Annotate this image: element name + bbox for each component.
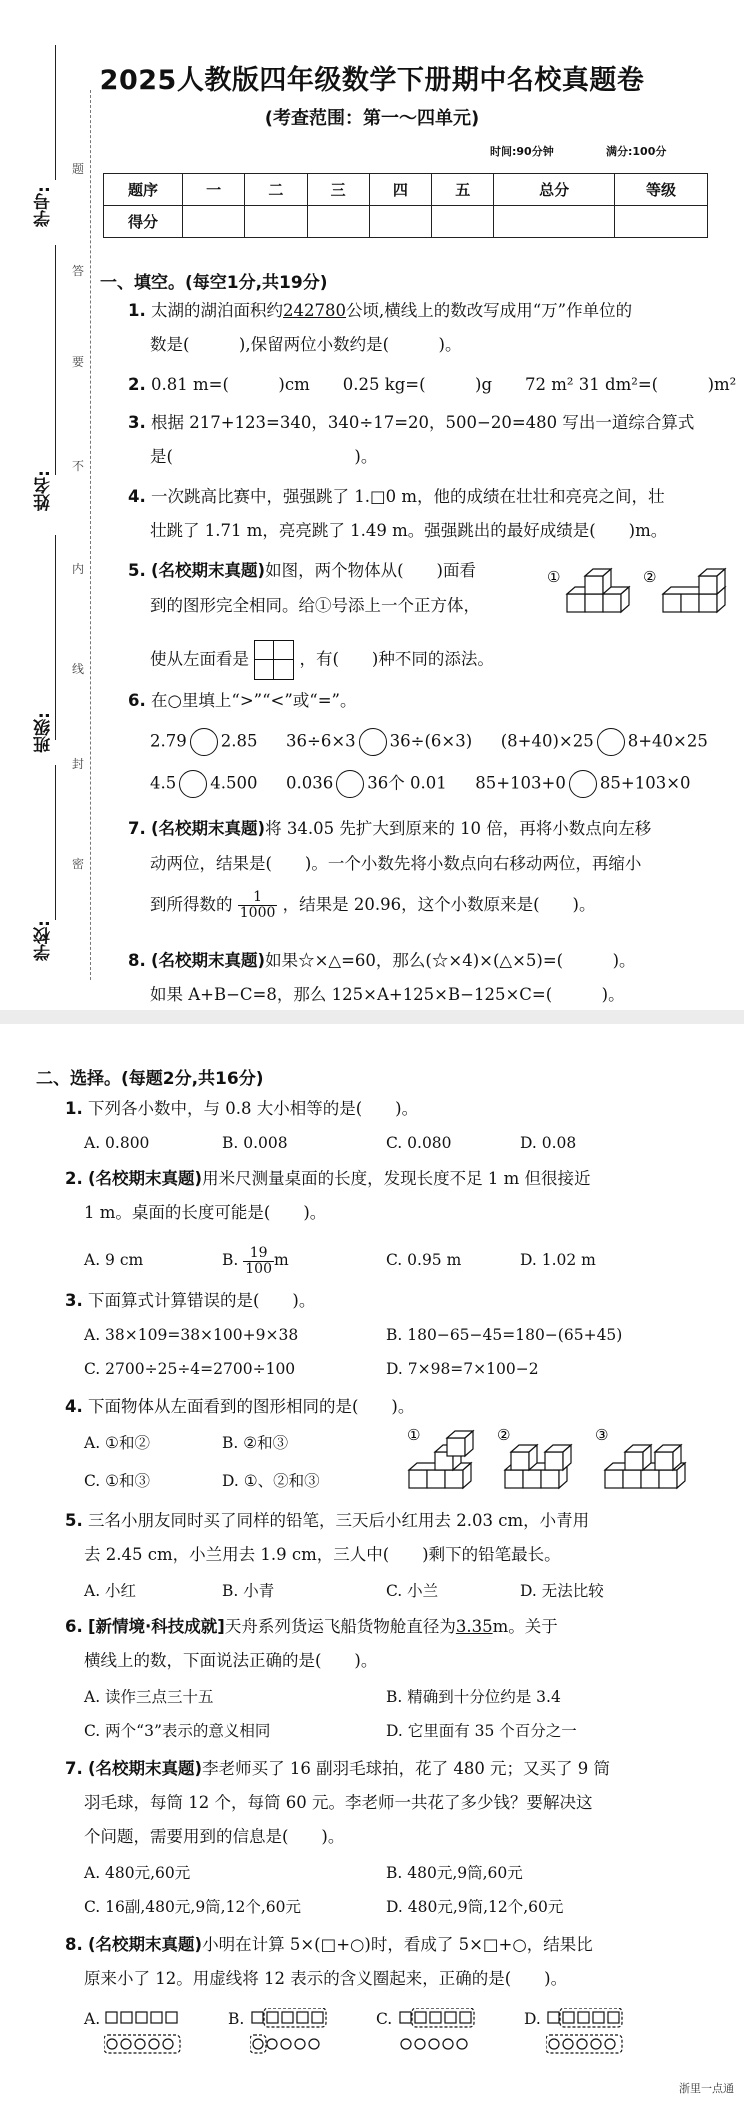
seal-char: 内: [72, 562, 85, 576]
s2-q5-line1: [65, 1510, 589, 1532]
option-c[interactable]: C. 两个“3”表示的意义相同: [84, 1722, 271, 1740]
q-text: 公顷,横线上的数改写成用“万”作单位的: [346, 301, 633, 320]
s1-q6-title: [128, 690, 357, 712]
left-view-grid-figure: [254, 640, 294, 680]
q-underlined-number: 3.35: [455, 1617, 493, 1636]
exam-sheet-part2: [0, 1024, 744, 2104]
option-a[interactable]: A.: [84, 2010, 101, 2028]
s2-q7-line2: 羽毛球，每筒 12 个，每筒 60 元。李老师一共花了多少钱？要解决这: [84, 1793, 593, 1812]
seal-line: [90, 90, 91, 980]
option-a[interactable]: A. 38×109=38×100+9×38: [84, 1326, 299, 1344]
score-cell: 三: [307, 174, 369, 206]
compare-circle[interactable]: [336, 770, 364, 798]
section2-heading: 二、选择。(每题2分,共16分): [36, 1069, 264, 1089]
option-b[interactable]: B. 0.008: [222, 1134, 288, 1152]
seal-char: 封: [72, 757, 85, 771]
option-a[interactable]: A. 小红: [84, 1582, 137, 1600]
question-number: 2.: [128, 375, 146, 394]
fraction-denominator: 100: [245, 1260, 272, 1277]
binding-line: [55, 765, 56, 920]
q-text: 在○里填上“>”“<”或“=”。: [151, 691, 357, 710]
compare-circle[interactable]: [569, 770, 597, 798]
question-number: 4.: [128, 487, 146, 506]
seal-char: 不: [72, 459, 85, 473]
question-tag: (名校期末真题): [88, 1935, 203, 1954]
option-a[interactable]: A. ①和②: [84, 1434, 150, 1452]
s2-q2-line1: [65, 1168, 590, 1190]
cube-figures-q4: [405, 1422, 705, 1498]
option-b[interactable]: B.: [228, 2010, 245, 2028]
option-b-label: B.: [222, 1251, 239, 1269]
q-text: 天舟系列货运飞船货物舱直径为: [224, 1617, 456, 1636]
s2-q8-line2: 原来小了 12。用虚线将 12 表示的含义圈起来，正确的是( )。: [84, 1969, 568, 1988]
score-input-cell[interactable]: [615, 206, 708, 238]
footer-watermark: 浙里一点通: [679, 2082, 734, 2095]
score-cell: 等级: [615, 174, 708, 206]
compare-right: 4.500: [210, 773, 258, 793]
question-number: 2.: [65, 1169, 83, 1188]
s1-q4-line1: [128, 486, 664, 508]
score-input-cell[interactable]: [307, 206, 369, 238]
s2-q2-line2: 1 m。桌面的长度可能是( )。: [84, 1203, 327, 1222]
question-number: 8.: [65, 1935, 83, 1954]
score-cell: 得分: [104, 206, 183, 238]
score-input-cell[interactable]: [432, 206, 494, 238]
cube-group-2: [663, 569, 725, 612]
question-tag: (名校期末真题): [88, 1169, 203, 1188]
cube-group-3: [605, 1445, 685, 1488]
compare-circle[interactable]: [597, 728, 625, 756]
name-label: 姓名:: [34, 470, 54, 511]
option-d-diagram: [546, 2008, 646, 2064]
q-text: 下面算式计算错误的是( )。: [88, 1291, 316, 1310]
fraction: [238, 890, 278, 921]
compare-left: (8+40)×25: [500, 731, 594, 751]
s1-q5-line3: [150, 640, 494, 680]
score-cell: 总分: [494, 174, 615, 206]
option-c[interactable]: C. 小兰: [386, 1582, 439, 1600]
s1-q7-line3: [150, 888, 596, 922]
page-gap: [0, 1010, 744, 1024]
s1-q6-row2: [150, 770, 691, 798]
option-d[interactable]: D. 1.02 m: [520, 1251, 596, 1269]
s1-q7-line1: [128, 818, 651, 840]
option-c[interactable]: C. ①和③: [84, 1472, 151, 1490]
option-d[interactable]: D.: [524, 2010, 541, 2028]
fraction: [243, 1246, 274, 1277]
score-table: [103, 173, 708, 238]
q-text: 将 34.05 先扩大到原来的 10 倍，再将小数点向左移: [265, 819, 652, 838]
q-text: 用米尺测量桌面的长度，发现长度不足 1 m 但很接近: [202, 1169, 591, 1188]
seal-char: 密: [72, 857, 85, 871]
s2-q5-line2: 去 2.45 cm，小兰用去 1.9 cm，三人中( )剩下的铅笔最长。: [84, 1545, 561, 1564]
compare-right: 36÷(6×3): [389, 731, 473, 751]
option-b[interactable]: B. 480元,9筒,60元: [386, 1864, 523, 1882]
compare-left: 0.036: [286, 773, 334, 793]
class-label: 班级:: [34, 712, 54, 753]
option-b[interactable]: B. ②和③: [222, 1434, 289, 1452]
s1-q6-row1: [150, 728, 708, 756]
q-text: m。关于: [492, 1617, 558, 1636]
figure-label-1: ①: [407, 1426, 421, 1444]
q-text: 如图，两个物体从( )面看: [265, 561, 476, 580]
question-number: 1.: [65, 1099, 83, 1118]
q-text: 一次跳高比赛中，强强跳了 1.□0 m，他的成绩在壮壮和亮亮之间，壮: [151, 487, 665, 506]
q-text: 到所得数的: [150, 895, 233, 914]
option-b[interactable]: B. 小青: [222, 1582, 275, 1600]
compare-circle[interactable]: [179, 770, 207, 798]
s2-q3: [65, 1290, 315, 1312]
exam-subtitle: (考查范围：第一～四单元): [264, 108, 480, 129]
seal-char: 要: [72, 355, 85, 369]
question-number: 5.: [65, 1511, 83, 1530]
school-label: 学校:: [34, 920, 54, 961]
score-table-score-row: [104, 206, 708, 238]
fraction-numerator: 19: [243, 1246, 274, 1262]
option-a[interactable]: A. 读作三点三十五: [84, 1688, 214, 1706]
question-tag: (名校期末真题): [151, 561, 266, 580]
score-cell: 五: [432, 174, 494, 206]
score-input-cell[interactable]: [369, 206, 431, 238]
question-tag: (名校期末真题): [151, 951, 266, 970]
compare-right: 8+40×25: [627, 731, 708, 751]
option-d[interactable]: D. 0.08: [520, 1134, 577, 1152]
score-input-cell[interactable]: [245, 206, 307, 238]
option-a[interactable]: A. 0.800: [84, 1134, 150, 1152]
s1-q3-line2: 是( )。: [150, 447, 378, 466]
s1-q2: [128, 374, 736, 396]
section1-heading: 一、填空。(每空1分,共19分): [100, 273, 328, 293]
compare-right: 36个 0.01: [367, 773, 447, 793]
question-number: 6.: [65, 1617, 83, 1636]
figure-label-1: ①: [547, 568, 561, 586]
option-a[interactable]: A. 480元,60元: [84, 1864, 191, 1882]
cube-group-1: [567, 569, 629, 612]
compare-right: 85+103×0: [599, 773, 691, 793]
option-b-unit: m: [274, 1251, 289, 1269]
score-cell: 题序: [104, 174, 183, 206]
binding-line: [55, 245, 56, 475]
s2-q7-line1: [65, 1758, 610, 1780]
q-text: 如果☆×△=60，那么(☆×4)×(△×5)=( )。: [265, 951, 636, 970]
s1-q3-line1: [128, 412, 694, 434]
s2-q1: [65, 1098, 418, 1120]
s1-q8-line2: 如果 A+B−C=8，那么 125×A+125×B−125×C=( )。: [150, 985, 625, 1004]
question-tag: (名校期末真题): [88, 1759, 203, 1778]
compare-circle[interactable]: [359, 728, 387, 756]
option-c-diagram: [398, 2008, 498, 2064]
s1-q8-line1: [128, 950, 636, 972]
compare-circle[interactable]: [190, 728, 218, 756]
compare-left: 36÷6×3: [286, 731, 356, 751]
question-number: 7.: [128, 819, 146, 838]
fraction-denominator: 1000: [239, 905, 276, 921]
q-text: 使从左面看是: [150, 649, 249, 669]
option-d[interactable]: D. ①、②和③: [222, 1472, 320, 1490]
question-tag: (名校期末真题): [151, 819, 266, 838]
option-c[interactable]: C. 0.95 m: [386, 1251, 462, 1269]
option-c[interactable]: C.: [376, 2010, 393, 2028]
score-input-cell[interactable]: [494, 206, 615, 238]
q-text: 小明在计算 5×(□+○)时，看成了 5×□+○，结果比: [202, 1935, 593, 1954]
compare-left: 4.5: [150, 773, 177, 793]
q-text: 下列各小数中，与 0.8 大小相等的是( )。: [88, 1099, 419, 1118]
figure-label-2: ②: [643, 568, 657, 586]
option-d[interactable]: D. 7×98=7×100−2: [386, 1360, 539, 1378]
s1-q1-line2: 数是( ),保留两位小数约是( )。: [150, 335, 462, 354]
seal-char: 答: [72, 264, 85, 278]
s1-q5-line1: [128, 560, 476, 582]
q-text: 李老师买了 16 副羽毛球拍，花了 480 元；又买了 9 筒: [202, 1759, 611, 1778]
option-a-diagram: [104, 2008, 204, 2064]
time-limit: 时间:90分钟: [490, 145, 554, 158]
score-cell: 一: [183, 174, 245, 206]
score-cell: 四: [369, 174, 431, 206]
s1-q7-line2: 动两位，结果是( )。一个小数先将小数点向右移动两位，再缩小: [150, 854, 642, 873]
figure-label-2: ②: [497, 1426, 511, 1444]
question-number: 1.: [128, 301, 146, 320]
question-number: 3.: [65, 1291, 83, 1310]
question-number: 3.: [128, 413, 146, 432]
s2-q4: [65, 1396, 414, 1418]
option-d[interactable]: D. 无法比较: [520, 1582, 604, 1600]
question-number: 4.: [65, 1397, 83, 1416]
option-b[interactable]: B. 精确到十分位约是 3.4: [386, 1688, 561, 1706]
figure-label-3: ③: [595, 1426, 609, 1444]
q-text: ，有( )种不同的添法。: [299, 649, 494, 669]
option-a[interactable]: A. 9 cm: [84, 1251, 144, 1269]
compare-left: 85+103+0: [475, 773, 566, 793]
question-tag: [新情境·科技成就]: [88, 1617, 225, 1636]
option-c[interactable]: C. 16副,480元,9筒,12个,60元: [84, 1898, 301, 1916]
option-b[interactable]: B. 180−65−45=180−(65+45): [386, 1326, 623, 1344]
score-input-cell[interactable]: [183, 206, 245, 238]
option-c[interactable]: C. 2700÷25÷4=2700÷100: [84, 1360, 296, 1378]
option-d[interactable]: D. 它里面有 35 个百分之一: [386, 1722, 577, 1740]
q-text: ，结果是 20.96，这个小数原来是( )。: [282, 895, 596, 914]
q-text: 下面物体从左面看到的图形相同的是( )。: [88, 1397, 415, 1416]
option-c[interactable]: C. 0.080: [386, 1134, 452, 1152]
option-b[interactable]: [222, 1238, 289, 1282]
full-score: 满分:100分: [606, 145, 667, 158]
score-table-header-row: [104, 174, 708, 206]
s1-q1-line1: [128, 300, 632, 322]
q-underlined-number: 242780: [283, 301, 346, 320]
compare-right: 2.85: [220, 731, 258, 751]
question-number: 7.: [65, 1759, 83, 1778]
student-id-label: 学号:: [34, 186, 54, 227]
s2-q8-line1: [65, 1934, 593, 1956]
s1-q5-line2: 到的图形完全相同。给①号添上一个正方体，: [150, 596, 480, 615]
s2-q6-line1: [65, 1616, 558, 1638]
option-b-diagram: [250, 2008, 350, 2064]
binding-line: [55, 535, 56, 740]
s1-q4-line2: 壮跳了 1.71 m，亮亮跳了 1.49 m。强强跳出的最好成绩是( )m。: [150, 521, 668, 540]
exam-title: 2025人教版四年级数学下册期中名校真题卷: [99, 65, 645, 96]
q-text: 根据 217+123=340，340÷17=20，500−20=480 写出一道综合算式: [151, 413, 695, 432]
q-text: 三名小朋友同时买了同样的铅笔，三天后小红用去 2.03 cm，小青用: [88, 1511, 590, 1530]
score-cell: 二: [245, 174, 307, 206]
fraction-numerator: 1: [238, 890, 278, 906]
question-number: 5.: [128, 561, 146, 580]
question-number: 6.: [128, 691, 146, 710]
cube-figures-q5: [545, 560, 735, 624]
option-d[interactable]: D. 480元,9筒,12个,60元: [386, 1898, 564, 1916]
question-number: 8.: [128, 951, 146, 970]
compare-left: 2.79: [150, 731, 187, 751]
seal-char: 题: [72, 162, 85, 176]
s2-q7-line3: 个问题，需要用到的信息是( )。: [84, 1827, 345, 1846]
seal-char: 线: [72, 662, 85, 676]
q-text: 0.81 m=( )cm 0.25 kg=( )g 72 m² 31 dm²=( )m²: [151, 375, 737, 394]
exam-sheet-part1: [0, 0, 744, 1010]
s2-q6-line2: 横线上的数，下面说法正确的是( )。: [84, 1651, 378, 1670]
q-text: 太湖的湖泊面积约: [151, 301, 283, 320]
cube-group-2: [505, 1445, 571, 1488]
